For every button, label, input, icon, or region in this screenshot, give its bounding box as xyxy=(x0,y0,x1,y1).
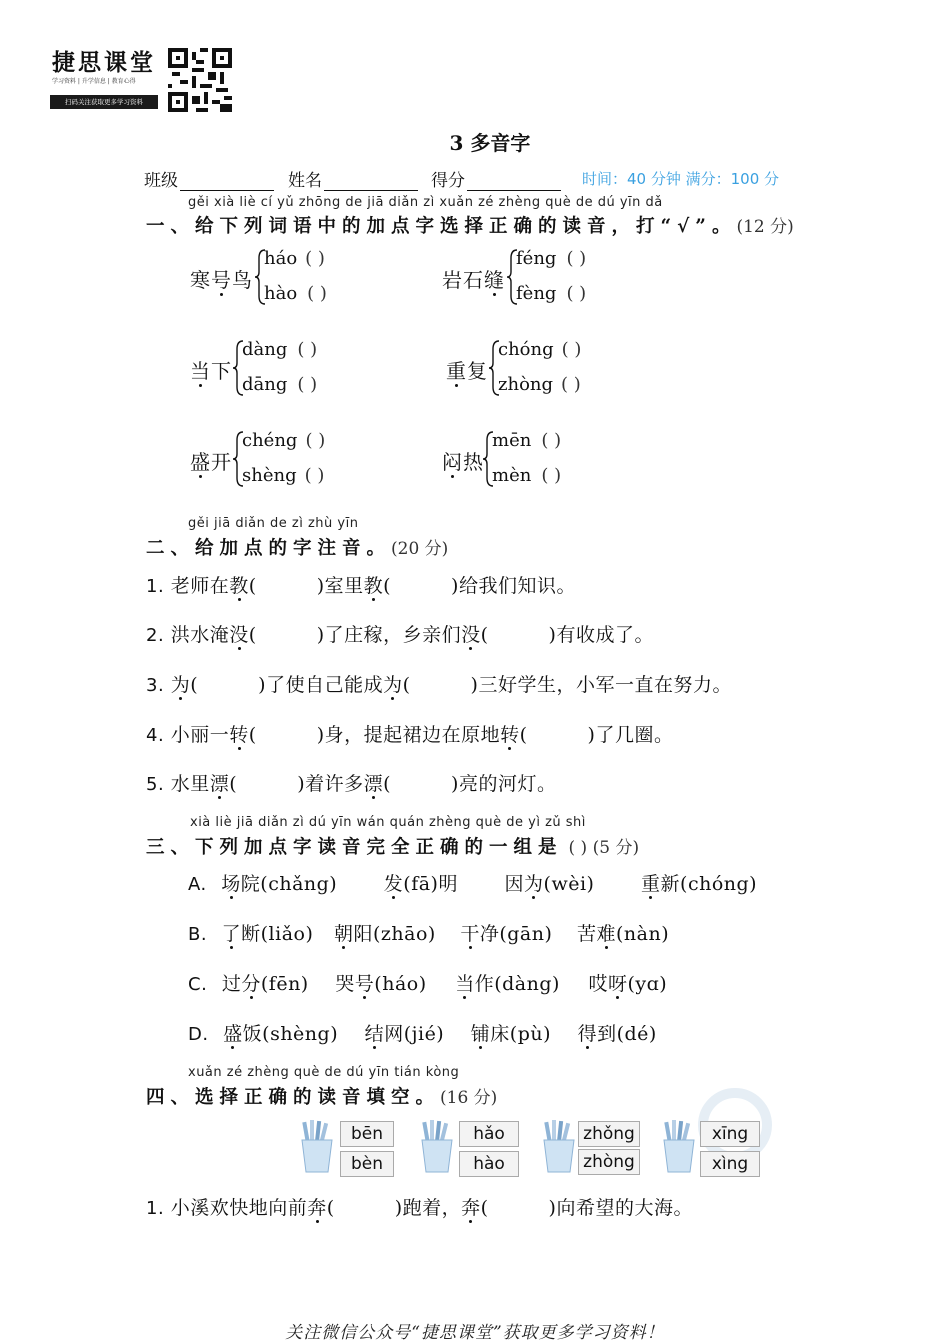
s1-option[interactable]: féng ( ) xyxy=(516,248,587,269)
pinyin-option[interactable]: zhòng xyxy=(578,1149,640,1175)
pinyin-option[interactable]: hào xyxy=(459,1151,519,1177)
pinyin-option[interactable]: bèn xyxy=(340,1151,394,1177)
pinyin-option[interactable]: bēn xyxy=(340,1121,394,1147)
name-label: 姓名 xyxy=(288,171,322,191)
s1-option[interactable]: zhòng ( ) xyxy=(498,374,581,395)
s1-score: (12 分) xyxy=(736,217,794,237)
s3-option-b[interactable]: B. 了断(liǎo) 朝阳(zhāo) 干净(gān) 苦难(nàn) xyxy=(188,923,670,945)
s1-word-5: 盛开 xyxy=(190,450,232,474)
s2-item-5: 5. 水里漂( )着许多漂( )亮的河灯。 xyxy=(146,773,557,795)
s3-option-a[interactable]: A. 场院(chǎng) 发(fā)明 因为(wèi) 重新(chóng) xyxy=(188,873,758,895)
s3-option-d[interactable]: D. 盛饭(shèng) 结网(jié) 铺床(pù) 得到(dé) xyxy=(188,1023,657,1045)
s1-option[interactable]: fèng ( ) xyxy=(516,283,587,304)
s1-word-3: 当下 xyxy=(190,359,232,383)
s4-pinyin: xuǎn zé zhèng què de dú yīn tián kòng xyxy=(188,1065,460,1080)
s4-item-1: 1. 小溪欢快地向前奔( )跑着，奔( )向希望的大海。 xyxy=(146,1197,693,1219)
s1-option[interactable]: hào ( ) xyxy=(264,283,327,304)
s1-word-6: 闷热 xyxy=(442,450,484,474)
s1-heading: 一、给下列词语中的加点字选择正确的读音，打“√”。(12 分) xyxy=(146,216,794,237)
brand-subtitle: 学习资料 | 升学信息 | 教育心得 xyxy=(52,78,136,85)
brand-title: 捷思课堂 xyxy=(52,49,156,76)
s3-pinyin: xià liè jiā diǎn zì dú yīn wán quán zhèng què de yì zǔ shì xyxy=(190,815,586,830)
s1-word-2: 岩石缝 xyxy=(442,268,505,292)
name-field[interactable] xyxy=(288,166,418,191)
s1-word-4: 重复 xyxy=(446,359,488,383)
s1-pinyin: gěi xià liè cí yǔ zhōng de jiā diǎn zì xuǎn zé zhèng què de dú yīn dǎ xyxy=(188,195,663,210)
s3-option-c[interactable]: C. 过分(fēn) 哭号(háo) 当作(dàng) 哎呀(yɑ) xyxy=(188,973,668,995)
s3-score: ( ) (5 分) xyxy=(568,838,640,858)
s1-option[interactable]: dàng ( ) xyxy=(242,339,318,360)
s1-option[interactable]: mèn ( ) xyxy=(492,465,562,486)
s2-item-3: 3. 为( )了使自己能成为( )三好学生，小军一直在努力。 xyxy=(146,674,732,696)
class-label: 班级 xyxy=(144,171,178,191)
page-title: 3 多音字 xyxy=(449,131,531,155)
s1-option[interactable]: háo ( ) xyxy=(264,248,325,269)
pencil-cup-icon xyxy=(420,1120,454,1174)
s3-heading: 三、下列加点字读音完全正确的一组是 ( ) (5 分) xyxy=(146,837,640,858)
pencil-cup-icon xyxy=(300,1120,334,1174)
s2-pinyin: gěi jiā diǎn de zì zhù yīn xyxy=(188,516,359,531)
pinyin-option[interactable]: zhǒng xyxy=(578,1121,640,1147)
s4-heading: 四、选择正确的读音填空。(16 分) xyxy=(146,1087,498,1108)
s1-option[interactable]: mēn ( ) xyxy=(492,430,562,451)
s4-score: (16 分) xyxy=(440,1088,498,1108)
s2-item-4: 4. 小丽一转( )身，提起裙边在原地转( )了几圈。 xyxy=(146,724,674,746)
s1-option[interactable]: chóng ( ) xyxy=(498,339,582,360)
footer-note: 关注微信公众号“捷思课堂”获取更多学习资料！ xyxy=(285,1323,665,1343)
score-label: 得分 xyxy=(431,171,465,191)
s2-score: (20 分) xyxy=(391,539,449,559)
pinyin-option[interactable]: hǎo xyxy=(459,1121,519,1147)
score-field[interactable] xyxy=(431,166,561,191)
s1-option[interactable]: chéng ( ) xyxy=(242,430,326,451)
class-blank[interactable] xyxy=(180,172,274,191)
class-field[interactable] xyxy=(144,166,274,191)
s1-option[interactable]: shèng ( ) xyxy=(242,465,325,486)
s2-heading: 二、给加点的字注音。(20 分) xyxy=(146,538,449,559)
pinyin-option[interactable]: xīng xyxy=(700,1121,760,1147)
s1-word-1: 寒号鸟 xyxy=(190,268,253,292)
pencil-cup-icon xyxy=(662,1120,696,1174)
s1-option[interactable]: dāng ( ) xyxy=(242,374,318,395)
pinyin-option[interactable]: xìng xyxy=(700,1151,760,1177)
s2-item-1: 1. 老师在教( )室里教( )给我们知识。 xyxy=(146,575,576,597)
name-blank[interactable] xyxy=(324,172,418,191)
brand-banner: 扫码关注获取更多学习资料 xyxy=(50,95,158,109)
time-limit: 时间：40 分钟 满分：100 分 xyxy=(582,170,780,188)
score-blank[interactable] xyxy=(467,172,561,191)
qr-code-icon xyxy=(168,48,232,112)
pencil-cup-icon xyxy=(542,1120,576,1174)
s2-item-2: 2. 洪水淹没( )了庄稼，乡亲们没( )有收成了。 xyxy=(146,624,654,646)
